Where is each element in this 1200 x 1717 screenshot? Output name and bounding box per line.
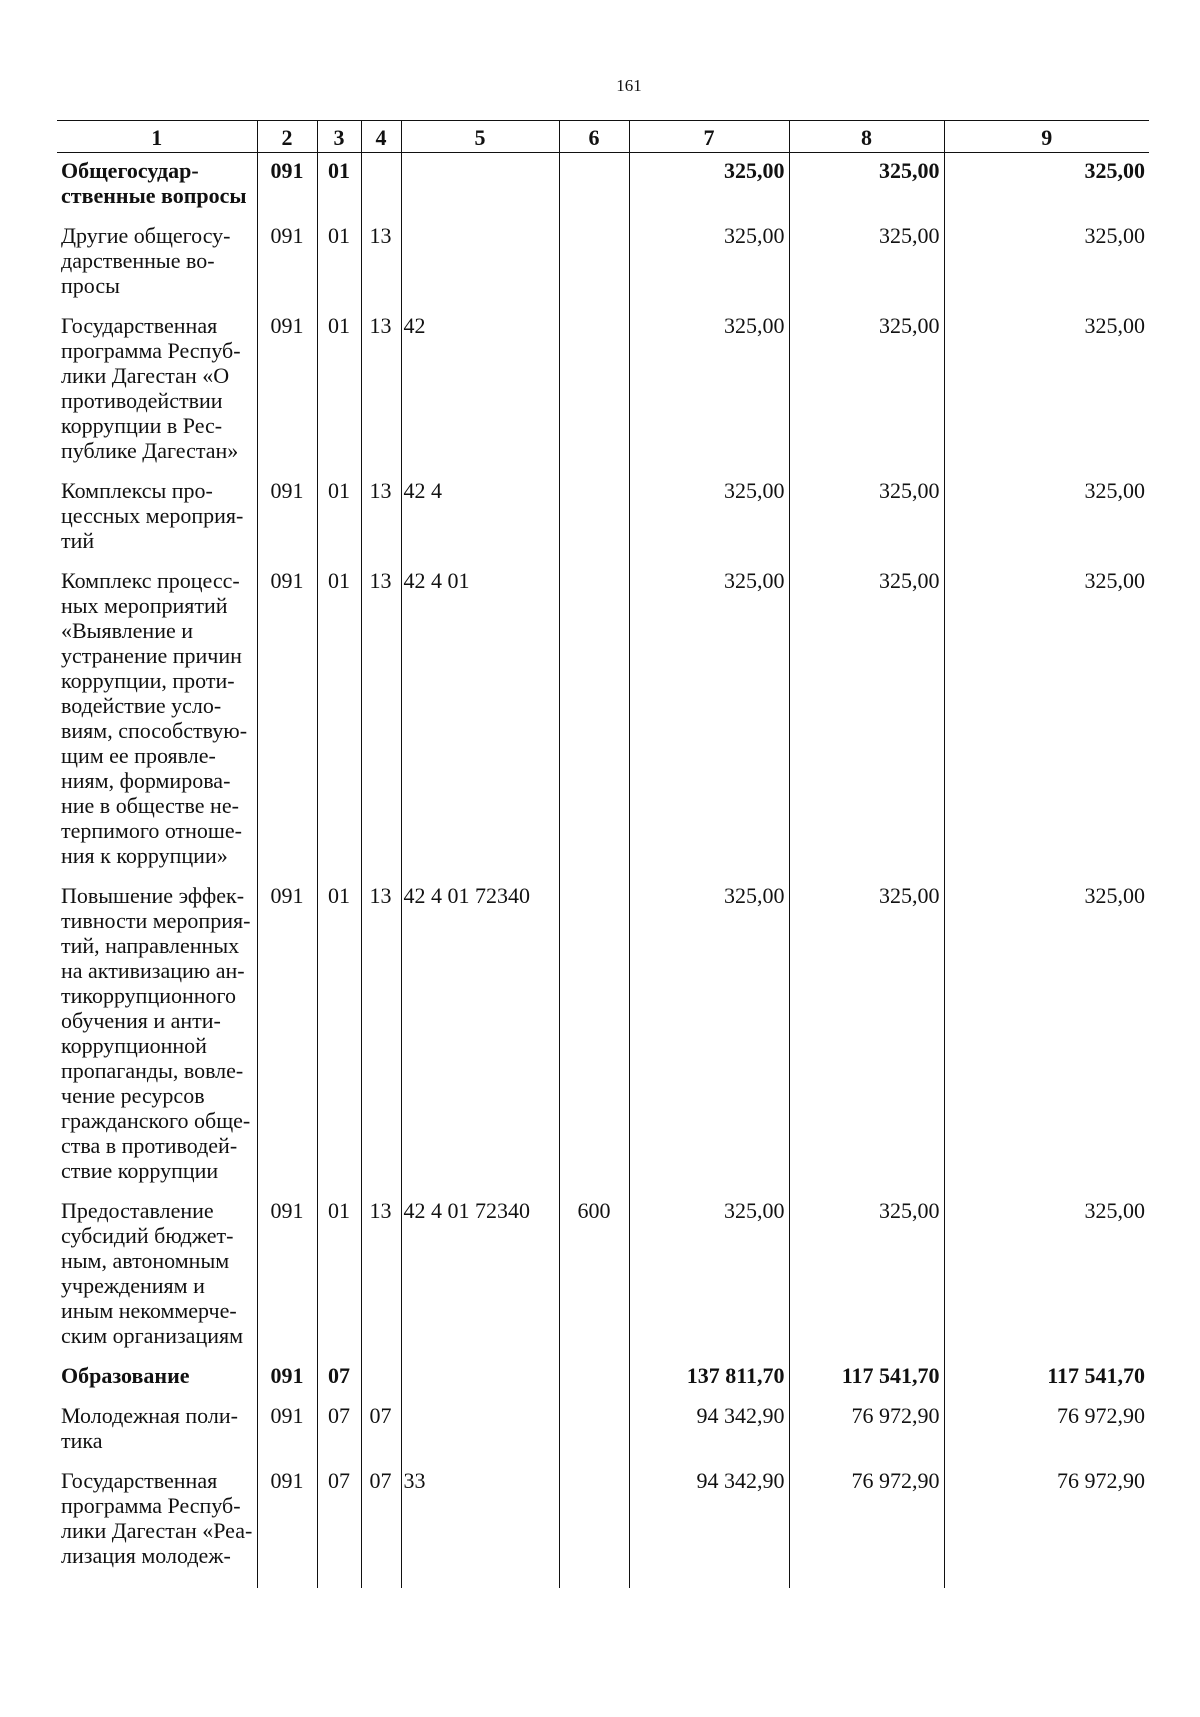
subsection-code [361, 1358, 401, 1398]
target-article-code [401, 1358, 559, 1398]
budget-table [57, 120, 1149, 1588]
table-row [57, 1358, 1149, 1398]
row-name: Государственная программа Респуб-лики Дагестан «О противодействии коррупции в Рес-публике Дагестан» [57, 308, 257, 473]
expense-type-code: 600 [559, 1193, 629, 1358]
amount-col7: 325,00 [629, 308, 789, 473]
table-row [57, 1398, 1149, 1463]
table-row [57, 153, 1149, 219]
section-code: 01 [317, 308, 361, 473]
amount-col8: 325,00 [789, 308, 944, 473]
target-article-code: 42 4 01 [401, 563, 559, 878]
amount-col7: 137 811,70 [629, 1358, 789, 1398]
subsection-code: 13 [361, 218, 401, 308]
row-name: Другие общегосу-дарственные во-просы [57, 218, 257, 308]
section-code: 01 [317, 1193, 361, 1358]
table-row [57, 473, 1149, 563]
amount-col7: 325,00 [629, 563, 789, 878]
table-row [57, 563, 1149, 878]
section-code: 07 [317, 1463, 361, 1588]
amount-col9: 325,00 [944, 1193, 1149, 1358]
ministry-code: 091 [257, 1463, 317, 1588]
target-article-code: 42 [401, 308, 559, 473]
amount-col9: 325,00 [944, 473, 1149, 563]
section-code: 01 [317, 563, 361, 878]
page-number: 161 [616, 76, 642, 95]
subsection-code: 07 [361, 1398, 401, 1463]
amount-col8: 325,00 [789, 473, 944, 563]
amount-col8: 325,00 [789, 1193, 944, 1358]
ministry-code: 091 [257, 153, 317, 219]
amount-col8: 325,00 [789, 153, 944, 219]
target-article-code: 33 [401, 1463, 559, 1588]
target-article-code: 42 4 01 72340 [401, 1193, 559, 1358]
column-header: 7 [629, 121, 789, 153]
subsection-code: 13 [361, 473, 401, 563]
amount-col9: 117 541,70 [944, 1358, 1149, 1398]
target-article-code: 42 4 [401, 473, 559, 563]
table-row [57, 308, 1149, 473]
subsection-code [361, 153, 401, 219]
amount-col8: 76 972,90 [789, 1463, 944, 1588]
amount-col7: 325,00 [629, 1193, 789, 1358]
amount-col7: 94 342,90 [629, 1463, 789, 1588]
ministry-code: 091 [257, 878, 317, 1193]
expense-type-code [559, 1358, 629, 1398]
row-name: Повышение эффек-тивности мероприя-тий, направленных на активизацию ан-тикоррупционного обучения и анти-коррупционной пропаганды, вовле-чение ресурсов гражданского обще-ства в противодей-ствие коррупции [57, 878, 257, 1193]
subsection-code: 07 [361, 1463, 401, 1588]
section-code: 01 [317, 878, 361, 1193]
target-article-code [401, 153, 559, 219]
row-name: Образование [57, 1358, 257, 1398]
table-row [57, 1193, 1149, 1358]
table-header-row [57, 121, 1149, 153]
expense-type-code [559, 1398, 629, 1463]
expense-type-code [559, 563, 629, 878]
amount-col9: 325,00 [944, 563, 1149, 878]
section-code: 01 [317, 218, 361, 308]
row-name: Общегосудар-ственные вопросы [57, 153, 257, 219]
subsection-code: 13 [361, 878, 401, 1193]
section-code: 07 [317, 1398, 361, 1463]
target-article-code: 42 4 01 72340 [401, 878, 559, 1193]
row-name: Комплексы про-цессных мероприя-тий [57, 473, 257, 563]
expense-type-code [559, 308, 629, 473]
ministry-code: 091 [257, 473, 317, 563]
expense-type-code [559, 878, 629, 1193]
target-article-code [401, 218, 559, 308]
amount-col8: 325,00 [789, 878, 944, 1193]
section-code: 01 [317, 473, 361, 563]
ministry-code: 091 [257, 308, 317, 473]
column-header: 1 [57, 121, 257, 153]
column-header: 6 [559, 121, 629, 153]
row-name: Молодежная поли-тика [57, 1398, 257, 1463]
amount-col7: 325,00 [629, 878, 789, 1193]
subsection-code: 13 [361, 563, 401, 878]
amount-col7: 325,00 [629, 218, 789, 308]
row-name: Комплекс процесс-ных мероприятий «Выявление и устранение причин коррупции, проти-водействие усло-виям, способствую-щим ее проявле-ниям, формирова-ние в обществе не-терпимого отноше-ния к коррупции» [57, 563, 257, 878]
ministry-code: 091 [257, 1398, 317, 1463]
ministry-code: 091 [257, 563, 317, 878]
section-code: 07 [317, 1358, 361, 1398]
column-header: 9 [944, 121, 1149, 153]
amount-col7: 94 342,90 [629, 1398, 789, 1463]
column-header: 5 [401, 121, 559, 153]
expense-type-code [559, 153, 629, 219]
row-name: Предоставление субсидий бюджет-ным, автономным учреждениям и иным некоммерче-ским организациям [57, 1193, 257, 1358]
table-row [57, 878, 1149, 1193]
column-header: 8 [789, 121, 944, 153]
table-row [57, 1463, 1149, 1588]
ministry-code: 091 [257, 1358, 317, 1398]
column-header: 4 [361, 121, 401, 153]
subsection-code: 13 [361, 308, 401, 473]
ministry-code: 091 [257, 1193, 317, 1358]
amount-col8: 76 972,90 [789, 1398, 944, 1463]
amount-col7: 325,00 [629, 153, 789, 219]
amount-col9: 325,00 [944, 153, 1149, 219]
amount-col7: 325,00 [629, 473, 789, 563]
amount-col8: 325,00 [789, 563, 944, 878]
ministry-code: 091 [257, 218, 317, 308]
amount-col9: 325,00 [944, 878, 1149, 1193]
subsection-code: 13 [361, 1193, 401, 1358]
expense-type-code [559, 473, 629, 563]
target-article-code [401, 1398, 559, 1463]
column-header: 3 [317, 121, 361, 153]
amount-col8: 117 541,70 [789, 1358, 944, 1398]
row-name: Государственная программа Респуб-лики Дагестан «Реа-лизация молодеж- [57, 1463, 257, 1588]
amount-col9: 325,00 [944, 308, 1149, 473]
amount-col9: 325,00 [944, 218, 1149, 308]
section-code: 01 [317, 153, 361, 219]
amount-col9: 76 972,90 [944, 1463, 1149, 1588]
amount-col9: 76 972,90 [944, 1398, 1149, 1463]
column-header: 2 [257, 121, 317, 153]
expense-type-code [559, 218, 629, 308]
expense-type-code [559, 1463, 629, 1588]
table-row [57, 218, 1149, 308]
amount-col8: 325,00 [789, 218, 944, 308]
